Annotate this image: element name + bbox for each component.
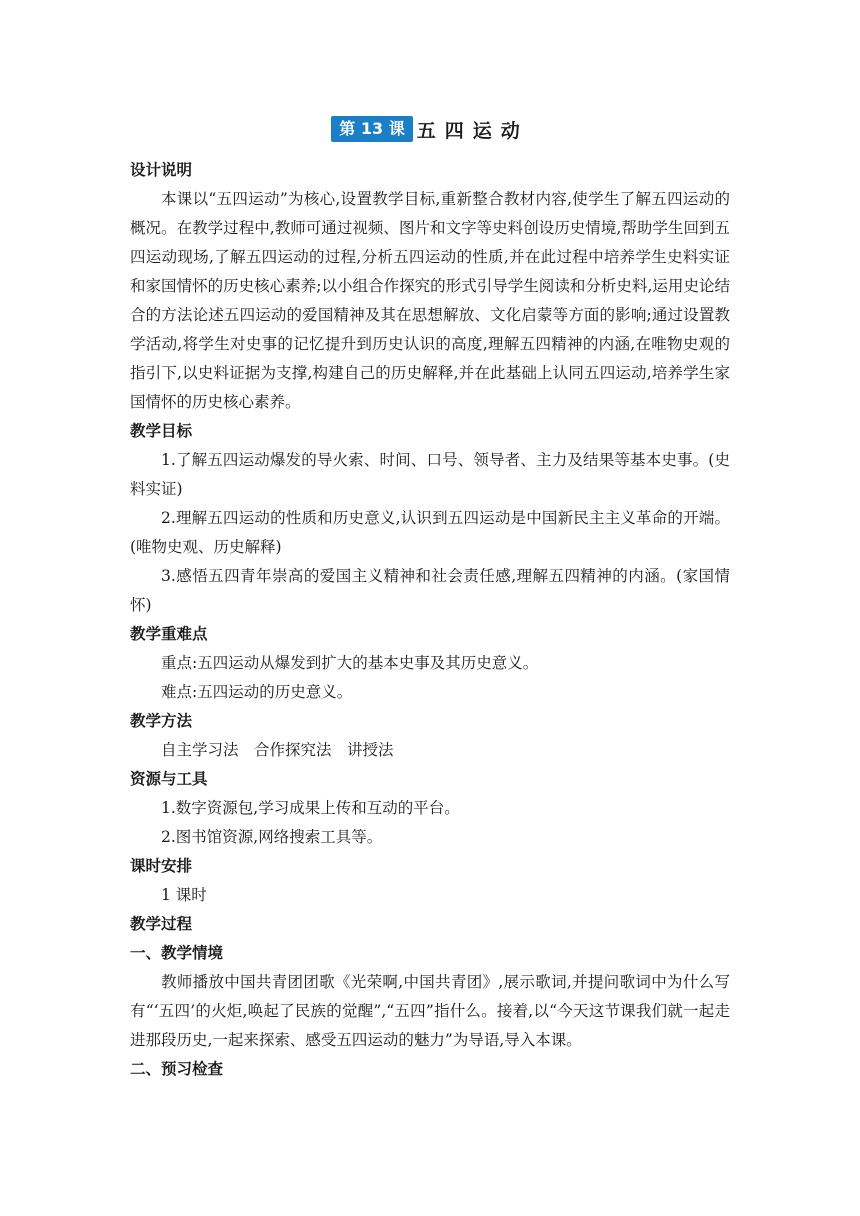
section-heading-methods: 教学方法	[130, 712, 193, 730]
lesson-title-row	[130, 112, 730, 146]
section-heading-schedule: 课时安排	[130, 857, 193, 875]
keypoint-item-2: 难点:五四运动的历史意义。	[161, 683, 353, 701]
situation-paragraph: 教师播放中国共青团团歌《光荣啊,中国共青团》,展示歌词,并提问歌词中为什么写有“‘五四’的火炬,唤起了民族的觉醒”,“五四”指什么。接着,以“今天这节课我们就一起走进那段历史,一起来探索、感受五四运动的魅力”为导语,导入本课。	[130, 973, 730, 1049]
goal-item-1: 1.了解五四运动爆发的导火索、时间、口号、领导者、主力及结果等基本史事。(史料实证)	[130, 451, 730, 498]
design-paragraph: 本课以“五四运动”为核心,设置教学目标,重新整合教材内容,使学生了解五四运动的概况。在教学过程中,教师可通过视频、图片和文字等史料创设历史情境,帮助学生回到五四运动现场,了解五四运动的过程,分析五四运动的性质,并在此过程中培养学生史料实证和家国情怀的历史核心素养;以小组合作探究的形式引导学生阅读和分析史料,运用史论结合的方法论述五四运动的爱国精神及其在思想解放、文化启蒙等方面的影响;通过设置教学活动,将学生对史事的记忆提升到历史认识的高度,理解五四精神的内涵,在唯物史观的指引下,以史料证据为支撑,构建自己的历史解释,并在此基础上认同五四运动,培养学生家国情怀的历史核心素养。	[130, 190, 730, 411]
section-heading-keypoints: 教学重难点	[130, 625, 208, 643]
keypoint-item-1: 重点:五四运动从爆发到扩大的基本史事及其历史意义。	[161, 654, 539, 672]
goal-item-2: 2.理解五四运动的性质和历史意义,认识到五四运动是中国新民主主义革命的开端。(唯物史观、历史解释)	[130, 509, 730, 556]
goal-item-3: 3.感悟五四青年崇高的爱国主义精神和社会责任感,理解五四精神的内涵。(家国情怀)	[130, 567, 730, 614]
methods-text: 自主学习法 合作探究法 讲授法	[161, 741, 394, 759]
lesson-title: 五四运动	[416, 119, 529, 142]
lesson-number-badge: 第 13 课	[331, 116, 412, 142]
section-heading-design: 设计说明	[130, 161, 193, 179]
subsection-heading-situation: 一、教学情境	[130, 944, 224, 962]
section-heading-process: 教学过程	[130, 915, 193, 933]
resource-item-2: 2.图书馆资源,网络搜索工具等。	[161, 828, 383, 846]
resource-item-1: 1.数字资源包,学习成果上传和互动的平台。	[161, 799, 460, 817]
section-heading-resources: 资源与工具	[130, 770, 208, 788]
document-page	[130, 112, 730, 1084]
subsection-heading-preview: 二、预习检查	[130, 1060, 224, 1078]
schedule-text: 1 课时	[161, 886, 207, 904]
section-heading-goals: 教学目标	[130, 422, 193, 440]
